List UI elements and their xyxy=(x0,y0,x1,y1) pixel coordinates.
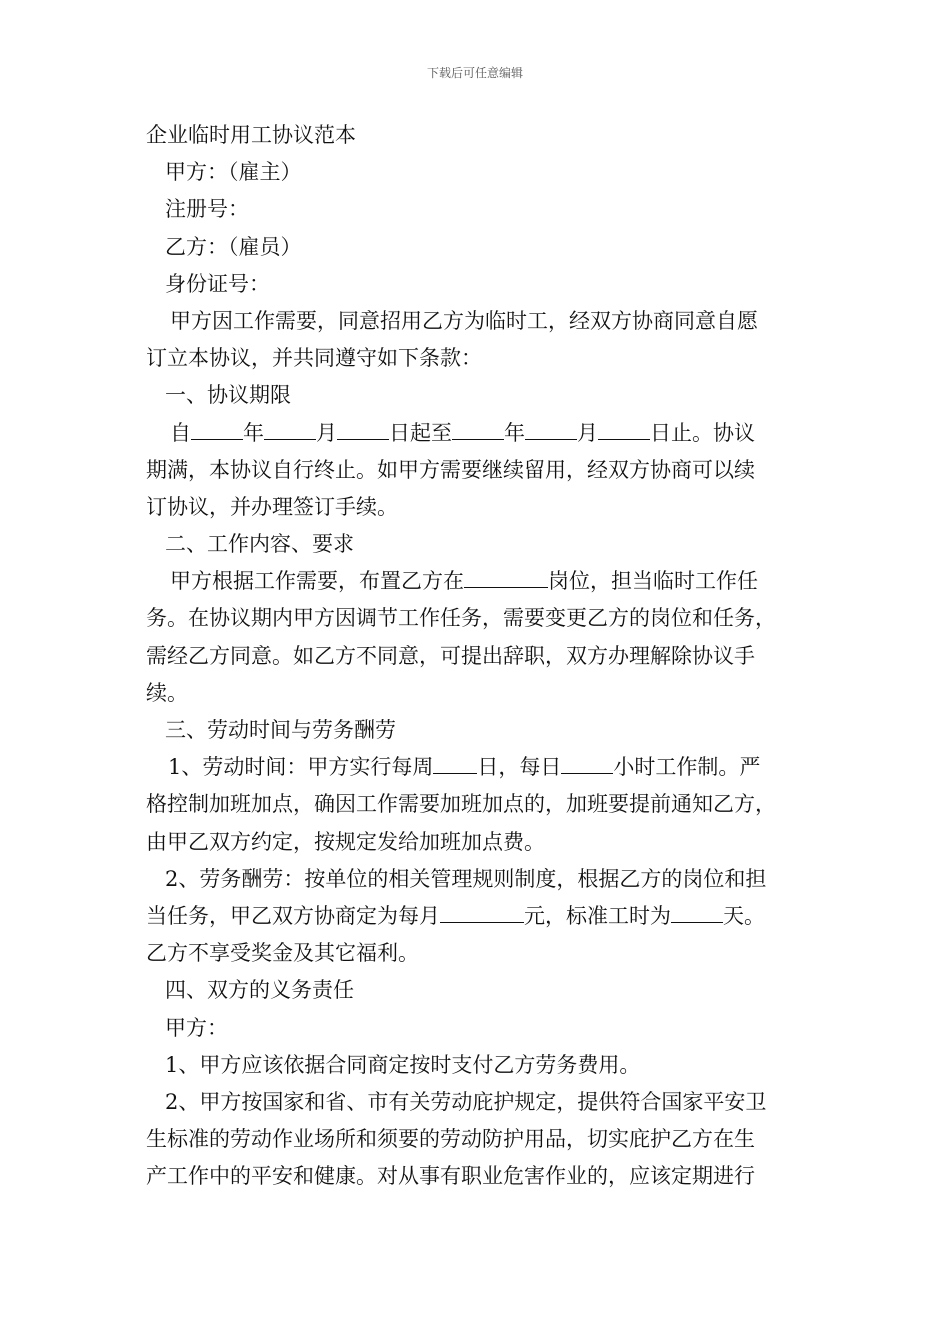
month-label: 月 xyxy=(316,420,337,445)
start-month-blank xyxy=(264,417,316,440)
section-4-item-2-line-2: 生标准的劳动作业场所和须要的劳动防护用品，切实庇护乙方在生 xyxy=(146,1127,755,1152)
section-1-line-2: 期满，本协议自行终止。如甲方需要继续留用，经双方协商可以续 xyxy=(146,457,755,482)
year-label: 年 xyxy=(243,420,264,445)
month-label: 月 xyxy=(577,420,598,445)
section-3-item-1-line-3: 由甲乙双方约定，按规定发给加班加点费。 xyxy=(146,829,545,854)
id-number-line: 身份证号： xyxy=(165,271,270,296)
monthly-pay-blank xyxy=(440,900,524,923)
section-4-item-2-line-3: 产工作中的平安和健康。对从事有职业危害作业的，应该定期进行 xyxy=(146,1164,755,1189)
document-body xyxy=(146,117,816,1195)
section-3-item-1-line-2: 格控制加班加点，确因工作需要加班加点的，加班要提前通知乙方， xyxy=(146,792,776,817)
section-3-item-2-line-3: 乙方不享受奖金及其它福利。 xyxy=(146,941,419,966)
section-4-party-a: 甲方： xyxy=(165,1015,228,1040)
section-2-heading: 二、工作内容、要求 xyxy=(165,532,354,557)
intro-line-2: 订立本协议，并共同遵守如下条款： xyxy=(146,346,482,371)
section-3-item-2-line-2 xyxy=(146,898,816,935)
section-1-line-3: 订协议，并办理签订手续。 xyxy=(146,494,398,519)
standard-days-blank xyxy=(671,900,723,923)
day-from-label: 日起至 xyxy=(389,420,452,445)
hours-per-day-blank xyxy=(561,751,613,774)
position-text-after: 岗位，担当临时工作任 xyxy=(548,569,758,594)
position-blank xyxy=(464,565,548,588)
section-3-item-1-line-1 xyxy=(146,749,816,786)
intro-line-1: 甲方因工作需要，同意招用乙方为临时工，经双方协商同意自愿 xyxy=(170,308,758,333)
term-from-label: 自 xyxy=(170,420,191,445)
section-2-line-2: 务。在协议期内甲方因调节工作任务，需要变更乙方的岗位和任务， xyxy=(146,606,776,631)
end-day-blank xyxy=(598,417,650,440)
party-a-line: 甲方：（雇主） xyxy=(165,160,302,185)
section-1-term-line xyxy=(146,415,816,452)
end-year-blank xyxy=(452,417,504,440)
days-per-week-blank xyxy=(433,751,477,774)
section-2-line-3: 需经乙方同意。如乙方不同意，可提出辞职，双方办理解除协议手 xyxy=(146,643,755,668)
start-day-blank xyxy=(337,417,389,440)
daily-text: 日，每日 xyxy=(477,755,562,780)
party-b-line: 乙方：（雇员） xyxy=(165,234,302,259)
days-text: 天。 xyxy=(723,903,765,928)
registration-number-line: 注册号： xyxy=(165,197,249,222)
section-3-heading: 三、劳动时间与劳务酬劳 xyxy=(165,718,396,742)
standard-hours-text: 元，标准工时为 xyxy=(524,903,671,928)
section-4-item-2-line-1: 2、甲方按国家和省、市有关劳动庇护规定，提供符合国家平安卫 xyxy=(165,1089,767,1114)
section-2-line-1 xyxy=(146,563,816,600)
document-title: 企业临时用工协议范本 xyxy=(146,123,356,147)
start-year-blank xyxy=(191,417,243,440)
section-4-item-1: 1、甲方应该依据合同商定按时支付乙方劳务费用。 xyxy=(165,1052,641,1077)
section-1-heading: 一、协议期限 xyxy=(165,383,291,408)
day-to-label: 日止。协议 xyxy=(650,420,755,445)
position-text-before: 甲方根据工作需要，布置乙方在 xyxy=(170,569,464,594)
section-3-item-2-line-1: 2、劳务酬劳：按单位的相关管理规则制度，根据乙方的岗位和担 xyxy=(165,866,767,891)
section-4-heading: 四、双方的义务责任 xyxy=(165,978,354,1003)
header-note: 下载后可任意编辑 xyxy=(426,66,523,80)
end-month-blank xyxy=(525,417,577,440)
hours-text: 小时工作制。严 xyxy=(613,755,761,780)
monthly-pay-text: 当任务，甲乙双方协商定为每月 xyxy=(146,903,440,928)
section-2-line-4: 续。 xyxy=(146,680,188,705)
year-label: 年 xyxy=(504,420,525,445)
work-days-text: 1、劳动时间：甲方实行每周 xyxy=(168,755,434,780)
